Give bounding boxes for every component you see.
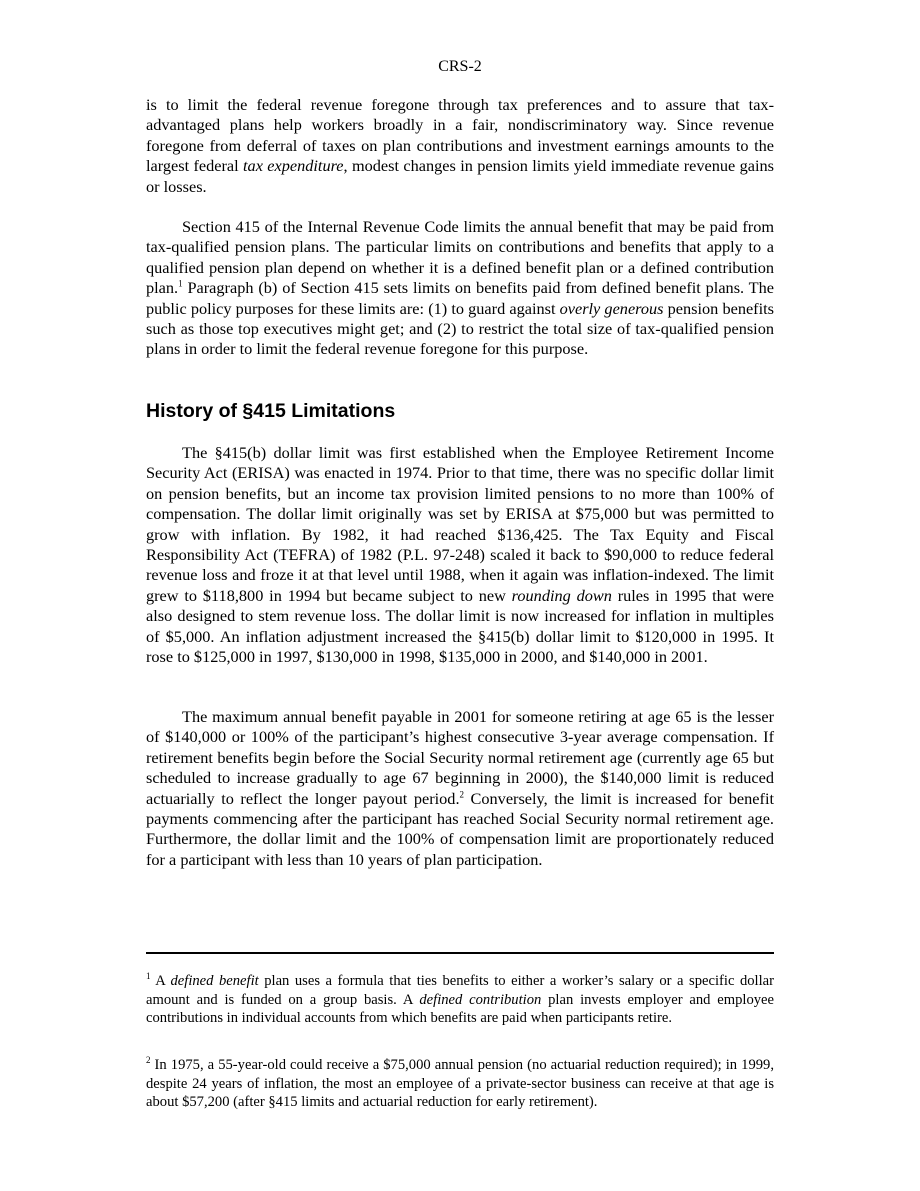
footnote-text: plan uses a formula that ties benefits to either a worker’s salary or a specific dollar amount and is funded on a group basis. A [146, 973, 774, 1008]
emphasis-text: rounding down [511, 585, 612, 605]
footnote-ref-1[interactable]: 1 [178, 278, 183, 289]
page-header: CRS-2 [438, 58, 482, 75]
footnote-1 [146, 972, 774, 1028]
emphasis-text: defined contribution [419, 991, 542, 1008]
paragraph-text: is to limit the federal revenue foregone through tax preferences and to assure that tax-advantaged plans help workers broadly in a fair, nondiscriminatory way. Since revenue foregone from deferral of taxes on plan contributions and investment earnings amounts to the largest federal [146, 95, 774, 176]
footnote-text: A [150, 973, 171, 989]
paragraph-history [146, 443, 774, 667]
paragraph-intro [146, 95, 774, 197]
emphasis-text: tax expenditure [243, 156, 344, 176]
paragraph-maximum-benefit [146, 707, 774, 870]
paragraph-text: rules in 1995 that were also designed to stem revenue loss. The dollar limit is now increased for inflation in multiples of $5,000. An inflation adjustment increased the §415(b) dollar limit to $120,000 in 1995. It rose to $125,000 in 1997, $130,000 in 1998, $135,000 in 2000, and $140,000 in 2001. [146, 585, 774, 667]
paragraph-text: Conversely, the limit is increased for benefit payments commencing after the participant has reached Social Security normal retirement age. Furthermore, the dollar limit and the 100% of compensation limit are proportionately reduced for a participant with less than 10 years of plan participation. [146, 788, 774, 869]
paragraph-text: The maximum annual benefit payable in 2001 for someone retiring at age 65 is the lesser of $140,000 or 100% of the participant’s highest consecutive 3-year average compensation. If retirement benefits begin before the Social Security normal retirement age (currently age 65 but scheduled to increase gradually to age 67 beginning in 2000), the $140,000 limit is reduced actuarially to reflect the longer payout period. [146, 707, 774, 808]
paragraph-text: The §415(b) dollar limit was first established when the Employee Retirement Income Security Act (ERISA) was enacted in 1974. Prior to that time, there was no specific dollar limit on pension benefits, but an income tax provision limited pensions to no more than 100% of compensation. The dollar limit originally was set by ERISA at $75,000 but was permitted to grow with inflation. By 1982, it had reached $136,425. The Tax Equity and Fiscal Responsibility Act (TEFRA) of 1982 (P.L. 97-248) scaled it back to $90,000 to reduce federal revenue loss and froze it at that level until 1988, when it again was inflation-indexed. The limit grew to $118,800 in 1994 but became subject to new [146, 443, 774, 605]
paragraph-text: Paragraph (b) of Section 415 sets limits on benefits paid from defined benefit plans. The public policy purposes for these limits are: (1) to guard against [146, 278, 774, 318]
section-heading: History of §415 Limitations [146, 400, 396, 422]
footnote-mark: 2 [146, 1055, 151, 1066]
emphasis-text: defined benefit [170, 973, 259, 989]
footnote-divider [146, 952, 774, 954]
footnote-2 [146, 1056, 774, 1112]
emphasis-text: overly generous [559, 298, 664, 318]
footnote-ref-2[interactable]: 2 [459, 789, 465, 800]
paragraph-text: , modest changes in pension limits yield immediate revenue gains or losses. [146, 156, 774, 196]
paragraph-text: pension benefits such as those top executives might get; and (2) to restrict the total size of tax-qualified pension plans in order to limit the federal revenue foregone for this purpose. [146, 298, 774, 359]
footnote-text: In 1975, a 55-year-old could receive a $75,000 annual pension (no actuarial reduction required); in 1999, despite 24 years of inflation, the most an employee of a private-sector business can receive at that age is about $57,200 (after §415 limits and actuarial reduction for early retirement). [146, 1057, 774, 1111]
paragraph-section-415 [146, 217, 774, 360]
footnote-mark: 1 [146, 971, 151, 982]
paragraph-text: Section 415 of the Internal Revenue Code limits the annual benefit that may be paid from tax-qualified pension plans. The particular limits on contributions and benefits that apply to a qualified pension plan depend on whether it is a defined benefit plan or a defined contribution plan. [146, 217, 774, 298]
footnote-text: plan invests employer and employee contributions in individual accounts from which benefits are paid when participants retire. [146, 991, 774, 1027]
